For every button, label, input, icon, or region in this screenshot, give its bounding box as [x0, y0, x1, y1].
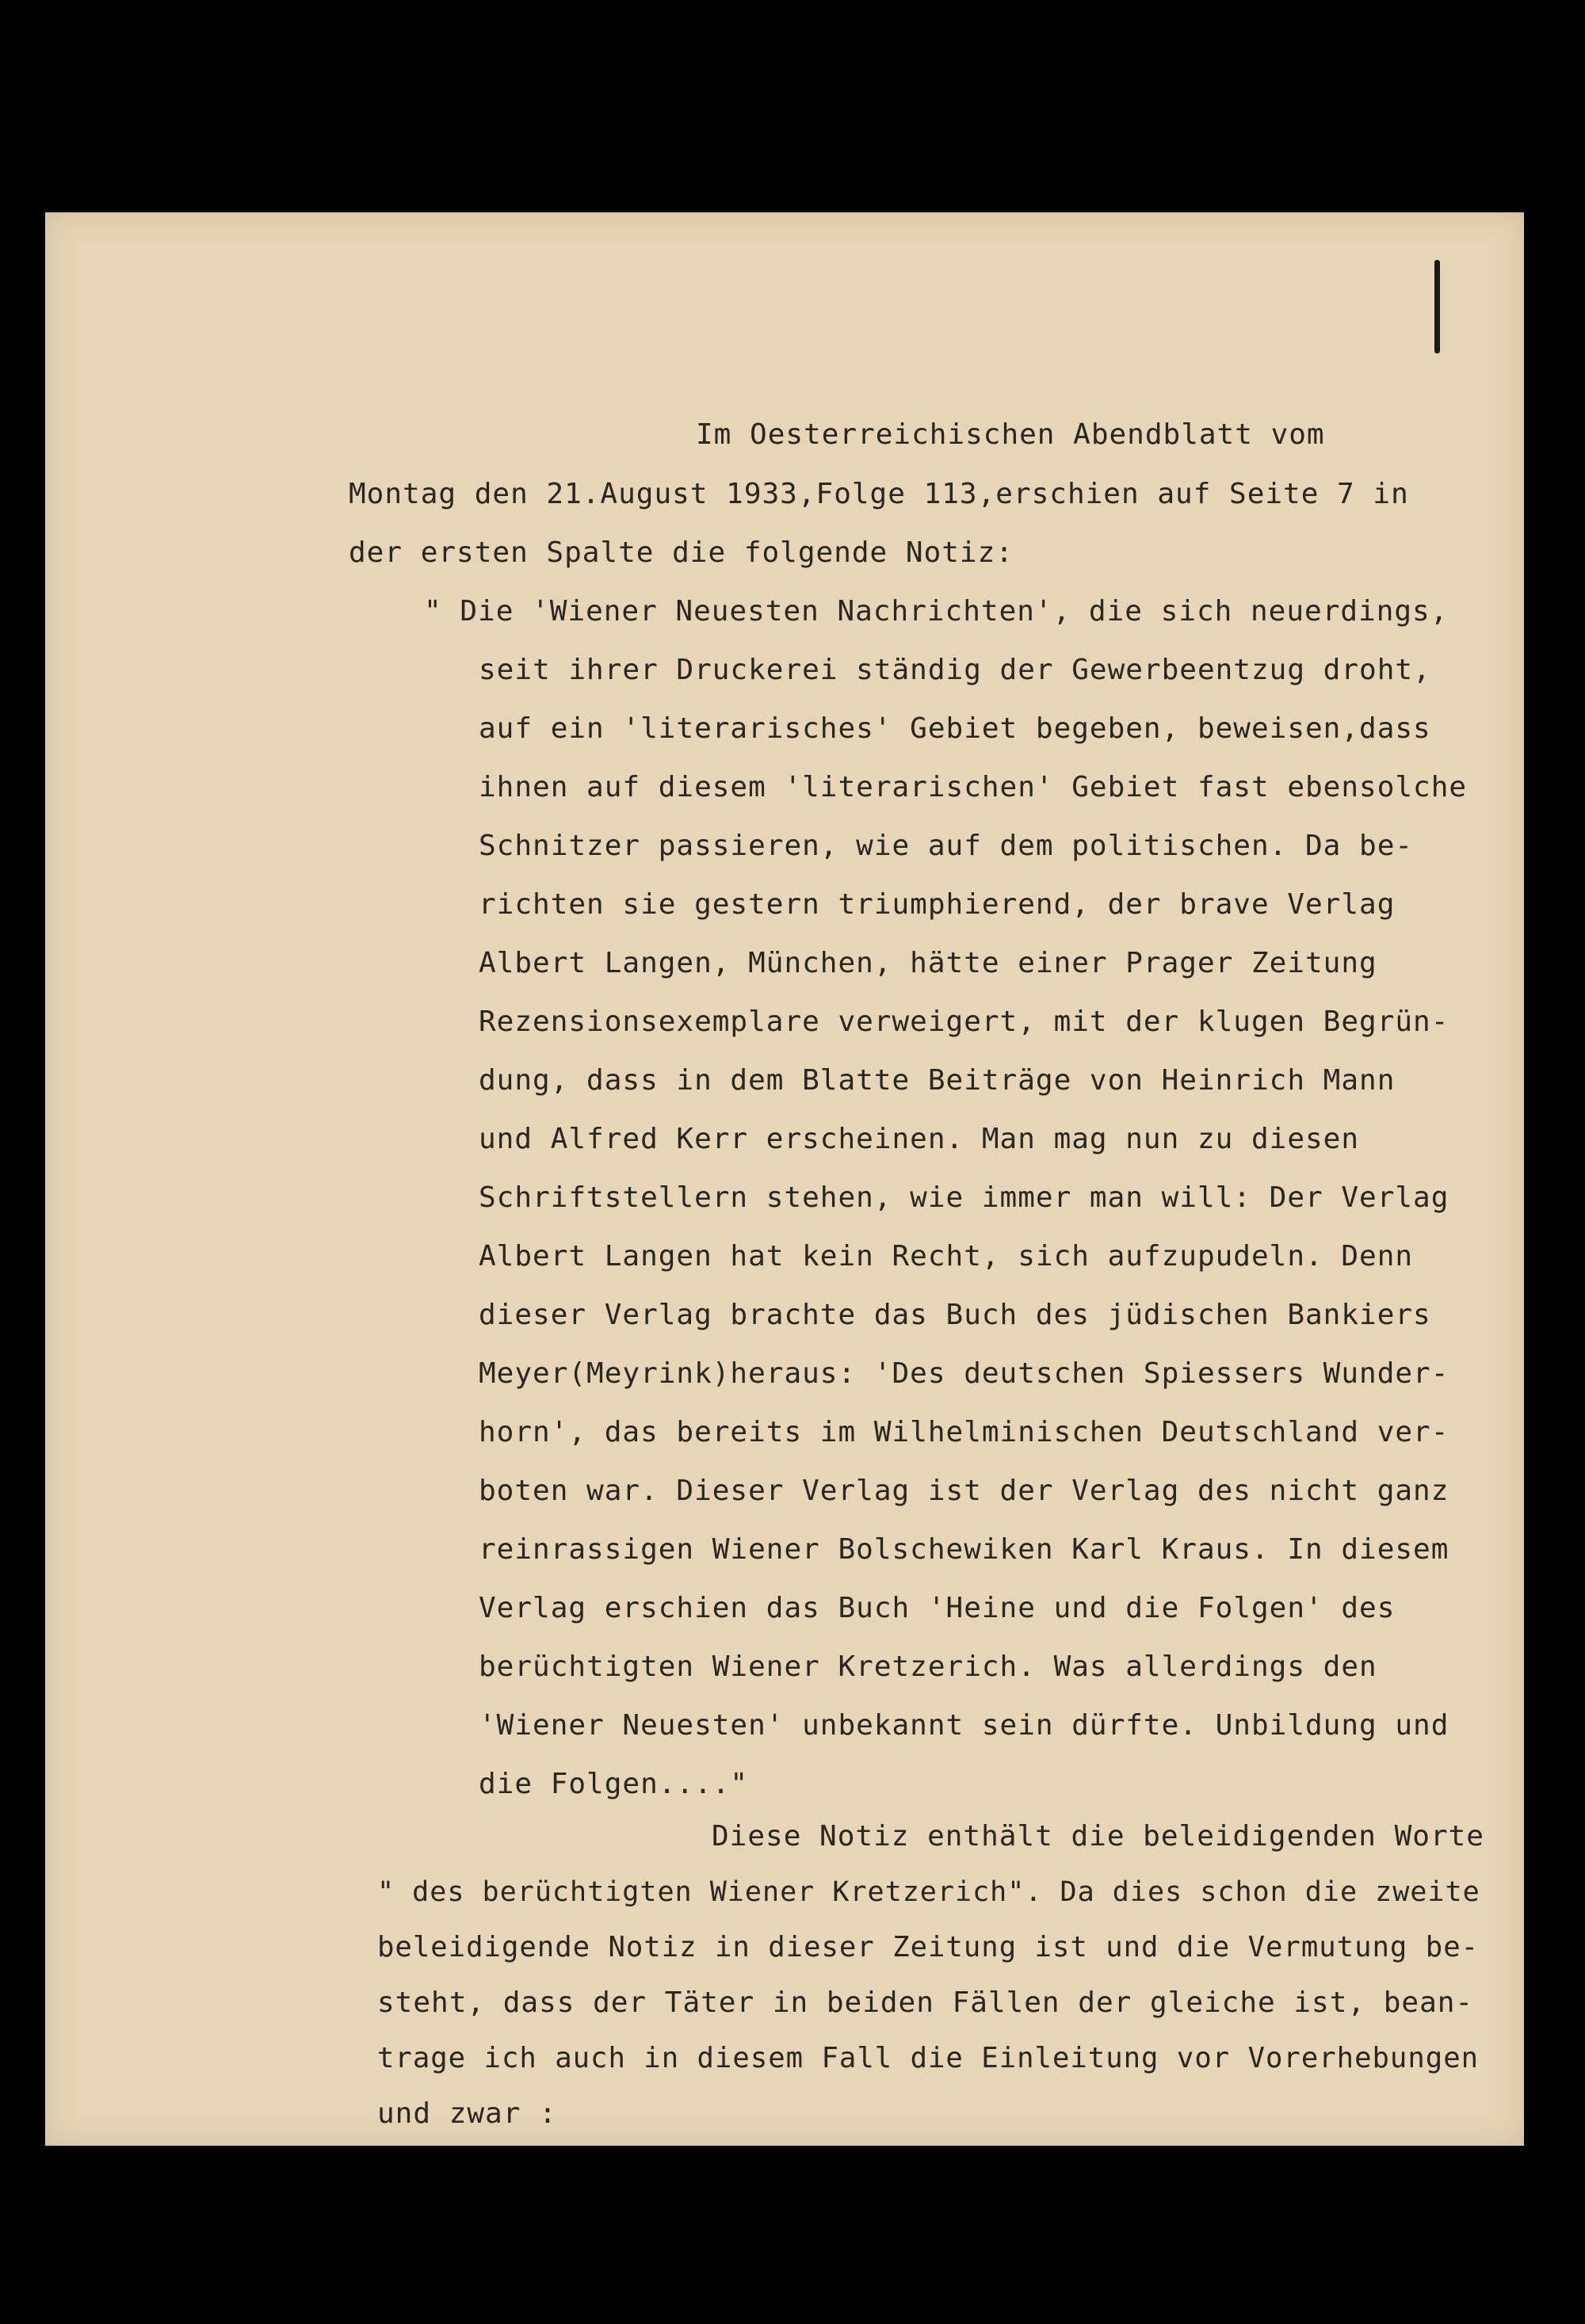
quote-line-15: horn', das bereits im Wilhelminischen Deutschland ver-: [479, 1416, 1449, 1448]
quote-line-10: und Alfred Kerr erscheinen. Man mag nun zu diesen: [479, 1123, 1360, 1155]
intro-line-3: der ersten Spalte die folgende Notiz:: [349, 536, 1014, 569]
quote-line-19: berüchtigten Wiener Kretzerich. Was allerdings den: [479, 1650, 1377, 1683]
intro-line-2: Montag den 21.August 1933,Folge 113,erschien auf Seite 7 in: [349, 478, 1409, 510]
closing-line-6: und zwar :: [377, 2097, 557, 2130]
quote-line-9: dung, dass in dem Blatte Beiträge von Heinrich Mann: [479, 1064, 1396, 1097]
intro-line-1: Im Oesterreichischen Abendblatt vom: [696, 418, 1325, 451]
quote-line-21: die Folgen....": [479, 1768, 749, 1800]
closing-line-1: Diese Notiz enthält die beleidigenden Worte: [712, 1820, 1484, 1853]
quote-line-6: richten sie gestern triumphierend, der brave Verlag: [479, 888, 1396, 921]
quote-line-3: auf ein 'literarisches' Gebiet begeben, beweisen,dass: [479, 712, 1431, 745]
quote-line-14: Meyer(Meyrink)heraus: 'Des deutschen Spiessers Wunder-: [479, 1357, 1449, 1390]
closing-line-2: " des berüchtigten Wiener Kretzerich". Da dies schon die zweite: [377, 1876, 1480, 1908]
quote-line-20: 'Wiener Neuesten' unbekannt sein dürfte. Unbildung und: [479, 1709, 1449, 1742]
closing-line-3: beleidigende Notiz in dieser Zeitung ist und die Vermutung be-: [377, 1931, 1480, 1963]
quote-line-17: reinrassigen Wiener Bolschewiken Karl Kraus. In diesem: [479, 1533, 1449, 1566]
quote-line-13: dieser Verlag brachte das Buch des jüdischen Bankiers: [479, 1299, 1431, 1331]
quote-line-16: boten war. Dieser Verlag ist der Verlag des nicht ganz: [479, 1475, 1449, 1507]
quote-line-8: Rezensionsexemplare verweigert, mit der klugen Begrün-: [479, 1006, 1449, 1038]
quote-line-4: ihnen auf diesem 'literarischen' Gebiet fast ebensolche: [479, 771, 1468, 803]
quote-line-7: Albert Langen, München, hätte einer Prager Zeitung: [479, 947, 1377, 979]
closing-line-4: steht, dass der Täter in beiden Fällen der gleiche ist, bean-: [377, 1986, 1474, 2019]
quote-line-12: Albert Langen hat kein Recht, sich aufzupudeln. Denn: [479, 1240, 1414, 1273]
quote-line-18: Verlag erschien das Buch 'Heine und die Folgen' des: [479, 1592, 1396, 1624]
quote-line-1: " Die 'Wiener Neuesten Nachrichten', die sich neuerdings,: [424, 595, 1449, 628]
quote-line-5: Schnitzer passieren, wie auf dem politischen. Da be-: [479, 830, 1414, 862]
quote-line-2: seit ihrer Druckerei ständig der Gewerbeentzug droht,: [479, 654, 1431, 686]
page-number-mark: [1434, 260, 1440, 353]
closing-line-5: trage ich auch in diesem Fall die Einleitung vor Vorerhebungen: [377, 2042, 1480, 2074]
quote-line-11: Schriftstellern stehen, wie immer man will: Der Verlag: [479, 1181, 1449, 1214]
